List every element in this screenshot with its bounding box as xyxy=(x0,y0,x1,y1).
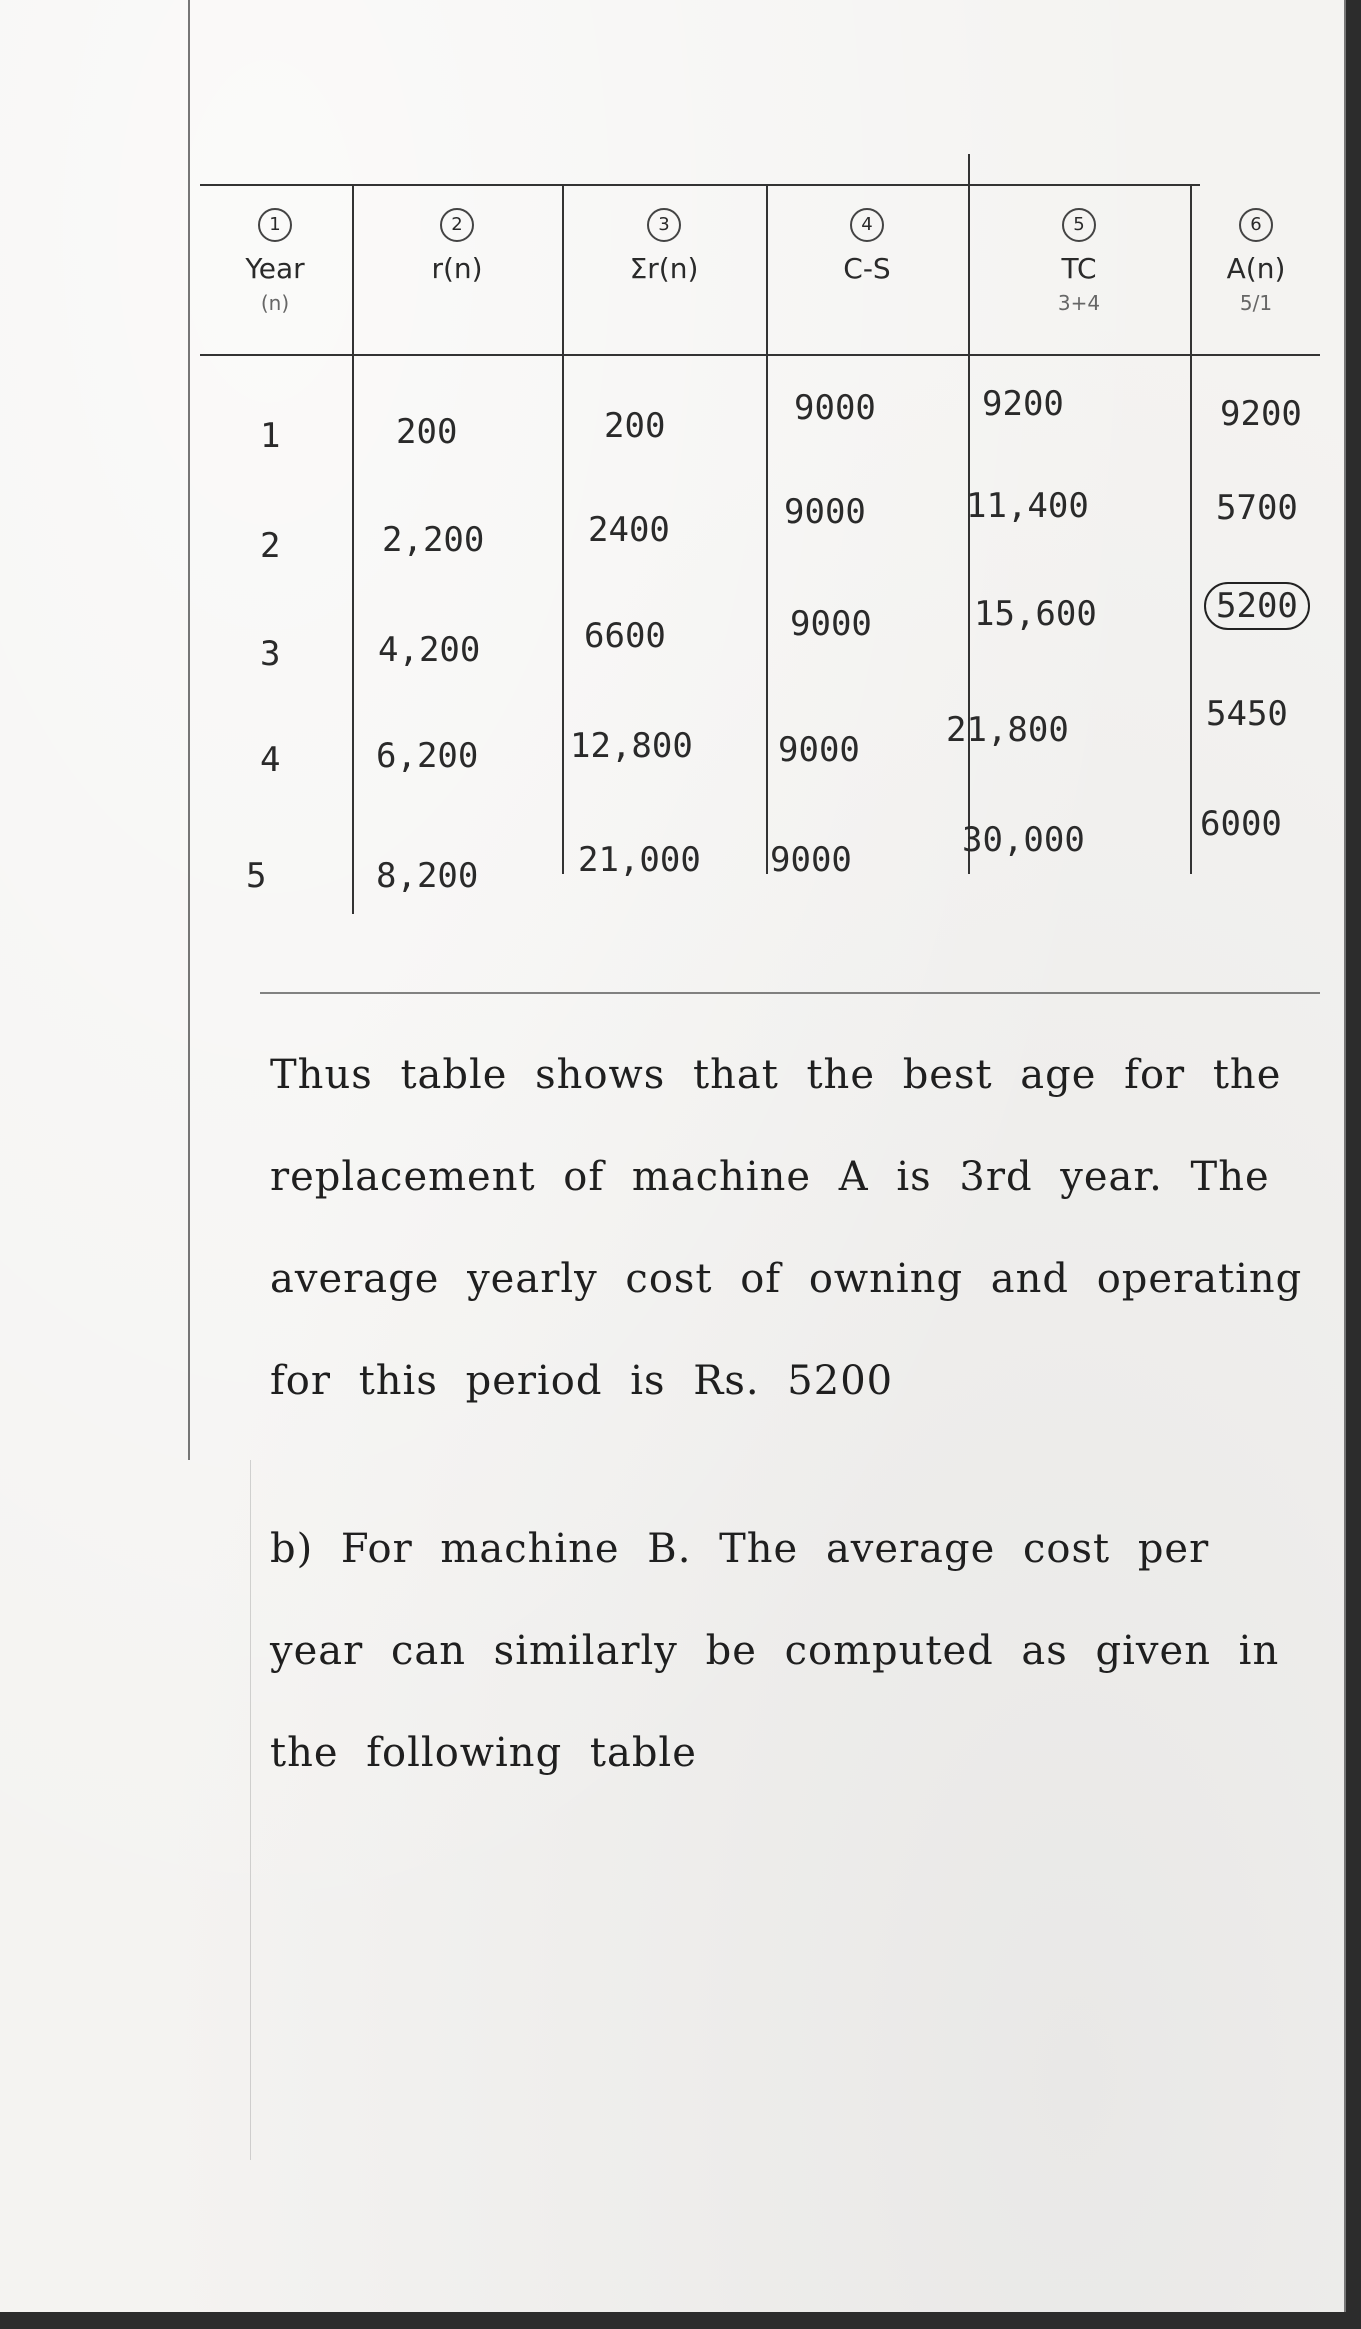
table-cell: 200 xyxy=(396,412,458,452)
table-cell: 11,400 xyxy=(966,486,1089,526)
table-cell: 8,200 xyxy=(376,856,479,896)
column-label: A(n) xyxy=(1226,252,1286,285)
margin-line-faint xyxy=(250,1460,251,2160)
table-cell: 9000 xyxy=(778,730,860,770)
table-cell: 4,200 xyxy=(378,630,481,670)
column-label: C-S xyxy=(843,252,891,285)
table-cell: 5450 xyxy=(1206,694,1288,734)
column-number: 1 xyxy=(258,208,292,242)
table-cell: 9200 xyxy=(982,384,1064,424)
column-number: 4 xyxy=(850,208,884,242)
table-cell: 9000 xyxy=(794,388,876,428)
table-cell: 1 xyxy=(260,416,281,456)
header-cell xyxy=(354,208,560,285)
column-label: Year xyxy=(245,252,305,285)
table-cell: 6000 xyxy=(1200,804,1282,844)
replacement-table xyxy=(200,184,1320,994)
col-divider xyxy=(562,184,564,874)
table-cell: 6,200 xyxy=(376,736,479,776)
column-label: TC xyxy=(1061,252,1097,285)
table-cell: 9000 xyxy=(784,492,866,532)
table-cell: 9000 xyxy=(770,840,852,880)
circled-minimum-value: 5200 xyxy=(1204,582,1310,630)
header-cell xyxy=(970,208,1188,315)
table-cell: 2400 xyxy=(588,510,670,550)
table-cell: 9000 xyxy=(790,604,872,644)
column-sublabel: (n) xyxy=(260,291,290,315)
margin-line xyxy=(188,0,190,1460)
table-cell: 5700 xyxy=(1216,488,1298,528)
table-cell: 2 xyxy=(260,526,281,566)
table-cell: 200 xyxy=(604,406,666,446)
table-cell xyxy=(1204,586,1310,626)
col-divider xyxy=(766,184,768,874)
table-cell: 15,600 xyxy=(974,594,1097,634)
column-label: Σr(n) xyxy=(629,252,699,285)
header-cell xyxy=(200,208,350,315)
table-cell: 30,000 xyxy=(962,820,1085,860)
table-cell: 12,800 xyxy=(570,726,693,766)
table-cell: 2,200 xyxy=(382,520,485,560)
col-divider xyxy=(352,184,354,914)
column-label: r(n) xyxy=(431,252,483,285)
column-number: 3 xyxy=(647,208,681,242)
column-sublabel: 3+4 xyxy=(1057,291,1101,315)
table-cell: 6600 xyxy=(584,616,666,656)
header-cell xyxy=(564,208,764,285)
table-top-rule xyxy=(200,184,1200,186)
machine-b-paragraph: b) For machine B. The average cost per year can similarly be computed as given in the following table xyxy=(270,1526,1280,1776)
table-cell: 9200 xyxy=(1220,394,1302,434)
table-cell: 21,800 xyxy=(946,710,1069,750)
table-cell: 4 xyxy=(260,740,281,780)
column-number: 6 xyxy=(1239,208,1273,242)
column-number: 2 xyxy=(440,208,474,242)
table-cell: 3 xyxy=(260,634,281,674)
table-cell: 5 xyxy=(246,856,267,896)
table-bottom-rule xyxy=(260,992,1320,994)
header-cell xyxy=(1192,208,1320,315)
table-header-rule xyxy=(200,354,1320,356)
bleed-through-mark xyxy=(760,90,1180,120)
column-number: 5 xyxy=(1062,208,1096,242)
column-sublabel: 5/1 xyxy=(1239,291,1273,315)
table-cell: 21,000 xyxy=(578,840,701,880)
header-cell xyxy=(768,208,966,285)
conclusion-paragraph: Thus table shows that the best age for the replacement of machine A is 3rd year. The average yearly cost of owning and operating for this period is Rs. 5200 xyxy=(270,1052,1303,1404)
